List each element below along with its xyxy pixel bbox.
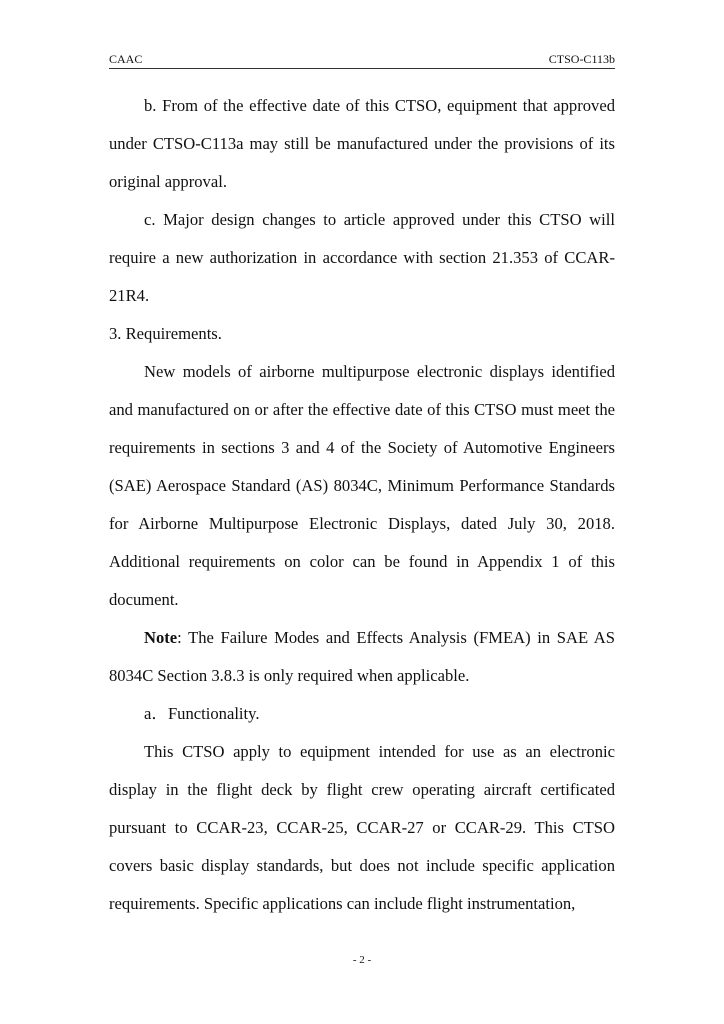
- paragraph-b: b. From of the effective date of this CTSO, equipment that approved under CTSO-C113a may still be manufactured under the provisions of its original approval.: [109, 96, 615, 191]
- note-label: Note: [144, 628, 178, 647]
- note-text: : The Failure Modes and Effects Analysis (FMEA) in SAE AS 8034C Section 3.8.3 is only required when applicable.: [109, 628, 615, 685]
- section-heading: 3. Requirements.: [109, 324, 222, 343]
- page-header: [109, 52, 615, 69]
- document-body: [109, 87, 615, 923]
- header-doc-id: CTSO-C113b: [548, 52, 615, 66]
- note-paragraph: [109, 619, 615, 695]
- paragraph-c: c. Major design changes to article approved under this CTSO will require a new authorization in accordance with section 21.353 of CCAR-21R4.: [109, 210, 615, 305]
- requirements-paragraph: New models of airborne multipurpose electronic displays identified and manufactured on or after the effective date of this CTSO must meet the requirements in sections 3 and 4 of the Society of Automotive Engineers (SAE) Aerospace Standard (AS) 8034C, Minimum Performance Standards for Airborne Multipurpose Electronic Displays, dated July 30, 2018. Additional requirements on color can be found in Appendix 1 of this document.: [109, 362, 615, 609]
- header-org: CAAC: [109, 52, 143, 66]
- page-number: - 2 -: [352, 954, 372, 966]
- functionality-paragraph: This CTSO apply to equipment intended for use as an electronic display in the flight deck by flight crew operating aircraft certificated pursuant to CCAR-23, CCAR-25, CCAR-27 or CCAR-29. This CTSO covers basic display standards, but does not include specific application requirements. Specific applications can include flight instrumentation,: [109, 742, 615, 913]
- subsection-heading: a．Functionality.: [144, 704, 260, 723]
